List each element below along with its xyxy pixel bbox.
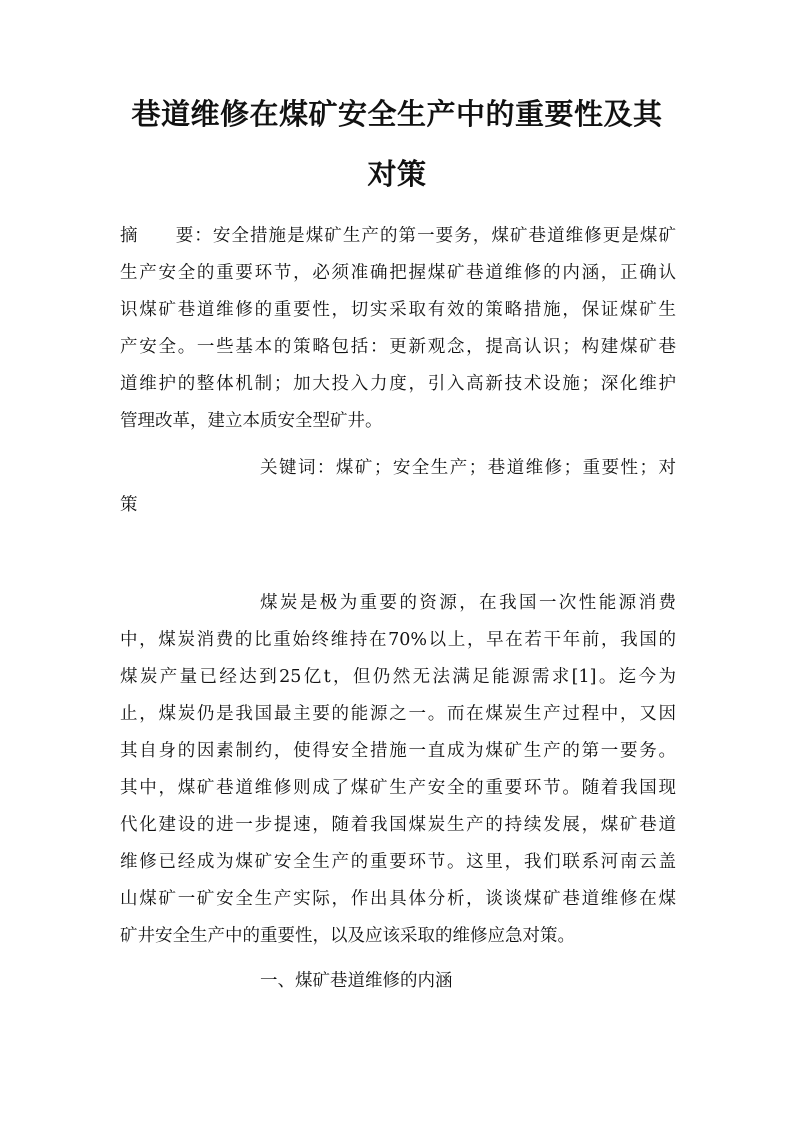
body-line: 维修已经成为煤矿安全生产的重要环节。这里，我们联系河南云盖 bbox=[120, 852, 676, 872]
document-title-line-1: 巷道维修在煤矿安全生产中的重要性及其 bbox=[131, 97, 663, 131]
abstract-line: 生产安全的重要环节，必须准确把握煤矿巷道维修的内涵，正确认 bbox=[120, 263, 676, 283]
abstract-line: 摘 要：安全措施是煤矿生产的第一要务，煤矿巷道维修更是煤矿 bbox=[120, 226, 676, 246]
abstract-line: 产安全。一些基本的策略包括：更新观念，提高认识；构建煤矿巷 bbox=[120, 337, 676, 357]
abstract-line: 识煤矿巷道维修的重要性，切实采取有效的策略措施，保证煤矿生 bbox=[120, 300, 676, 320]
body-line: 其中，煤矿巷道维修则成了煤矿生产安全的重要环节。随着我国现 bbox=[120, 778, 676, 798]
body-line: 止，煤炭仍是我国最主要的能源之一。而在煤炭生产过程中，又因 bbox=[120, 704, 676, 724]
body-line: 矿井安全生产中的重要性，以及应该采取的维修应急对策。 bbox=[120, 926, 575, 946]
abstract-line: 道维护的整体机制；加大投入力度，引入高新技术设施；深化维护 bbox=[120, 374, 676, 394]
document-title-line-2: 对策 bbox=[367, 157, 427, 191]
body-line: 山煤矿一矿安全生产实际，作出具体分析，谈谈煤矿巷道维修在煤 bbox=[120, 889, 676, 909]
body-line: 中，煤炭消费的比重始终维持在70%以上，早在若干年前，我国的 bbox=[120, 630, 676, 650]
keywords-line: 策 bbox=[120, 495, 138, 515]
keywords-line: 关键词：煤矿；安全生产；巷道维修；重要性；对 bbox=[260, 458, 676, 478]
body-line: 代化建设的进一步提速，随着我国煤炭生产的持续发展，煤矿巷道 bbox=[120, 815, 676, 835]
body-line: 煤炭是极为重要的资源，在我国一次性能源消费 bbox=[260, 593, 676, 613]
abstract-line: 管理改革，建立本质安全型矿井。 bbox=[120, 411, 383, 431]
body-line: 煤炭产量已经达到25亿t，但仍然无法满足能源需求[1]。迄今为 bbox=[120, 667, 676, 687]
body-line: 其自身的因素制约，使得安全措施一直成为煤矿生产的第一要务。 bbox=[120, 741, 676, 761]
section-heading: 一、煤矿巷道维修的内涵 bbox=[260, 971, 453, 991]
